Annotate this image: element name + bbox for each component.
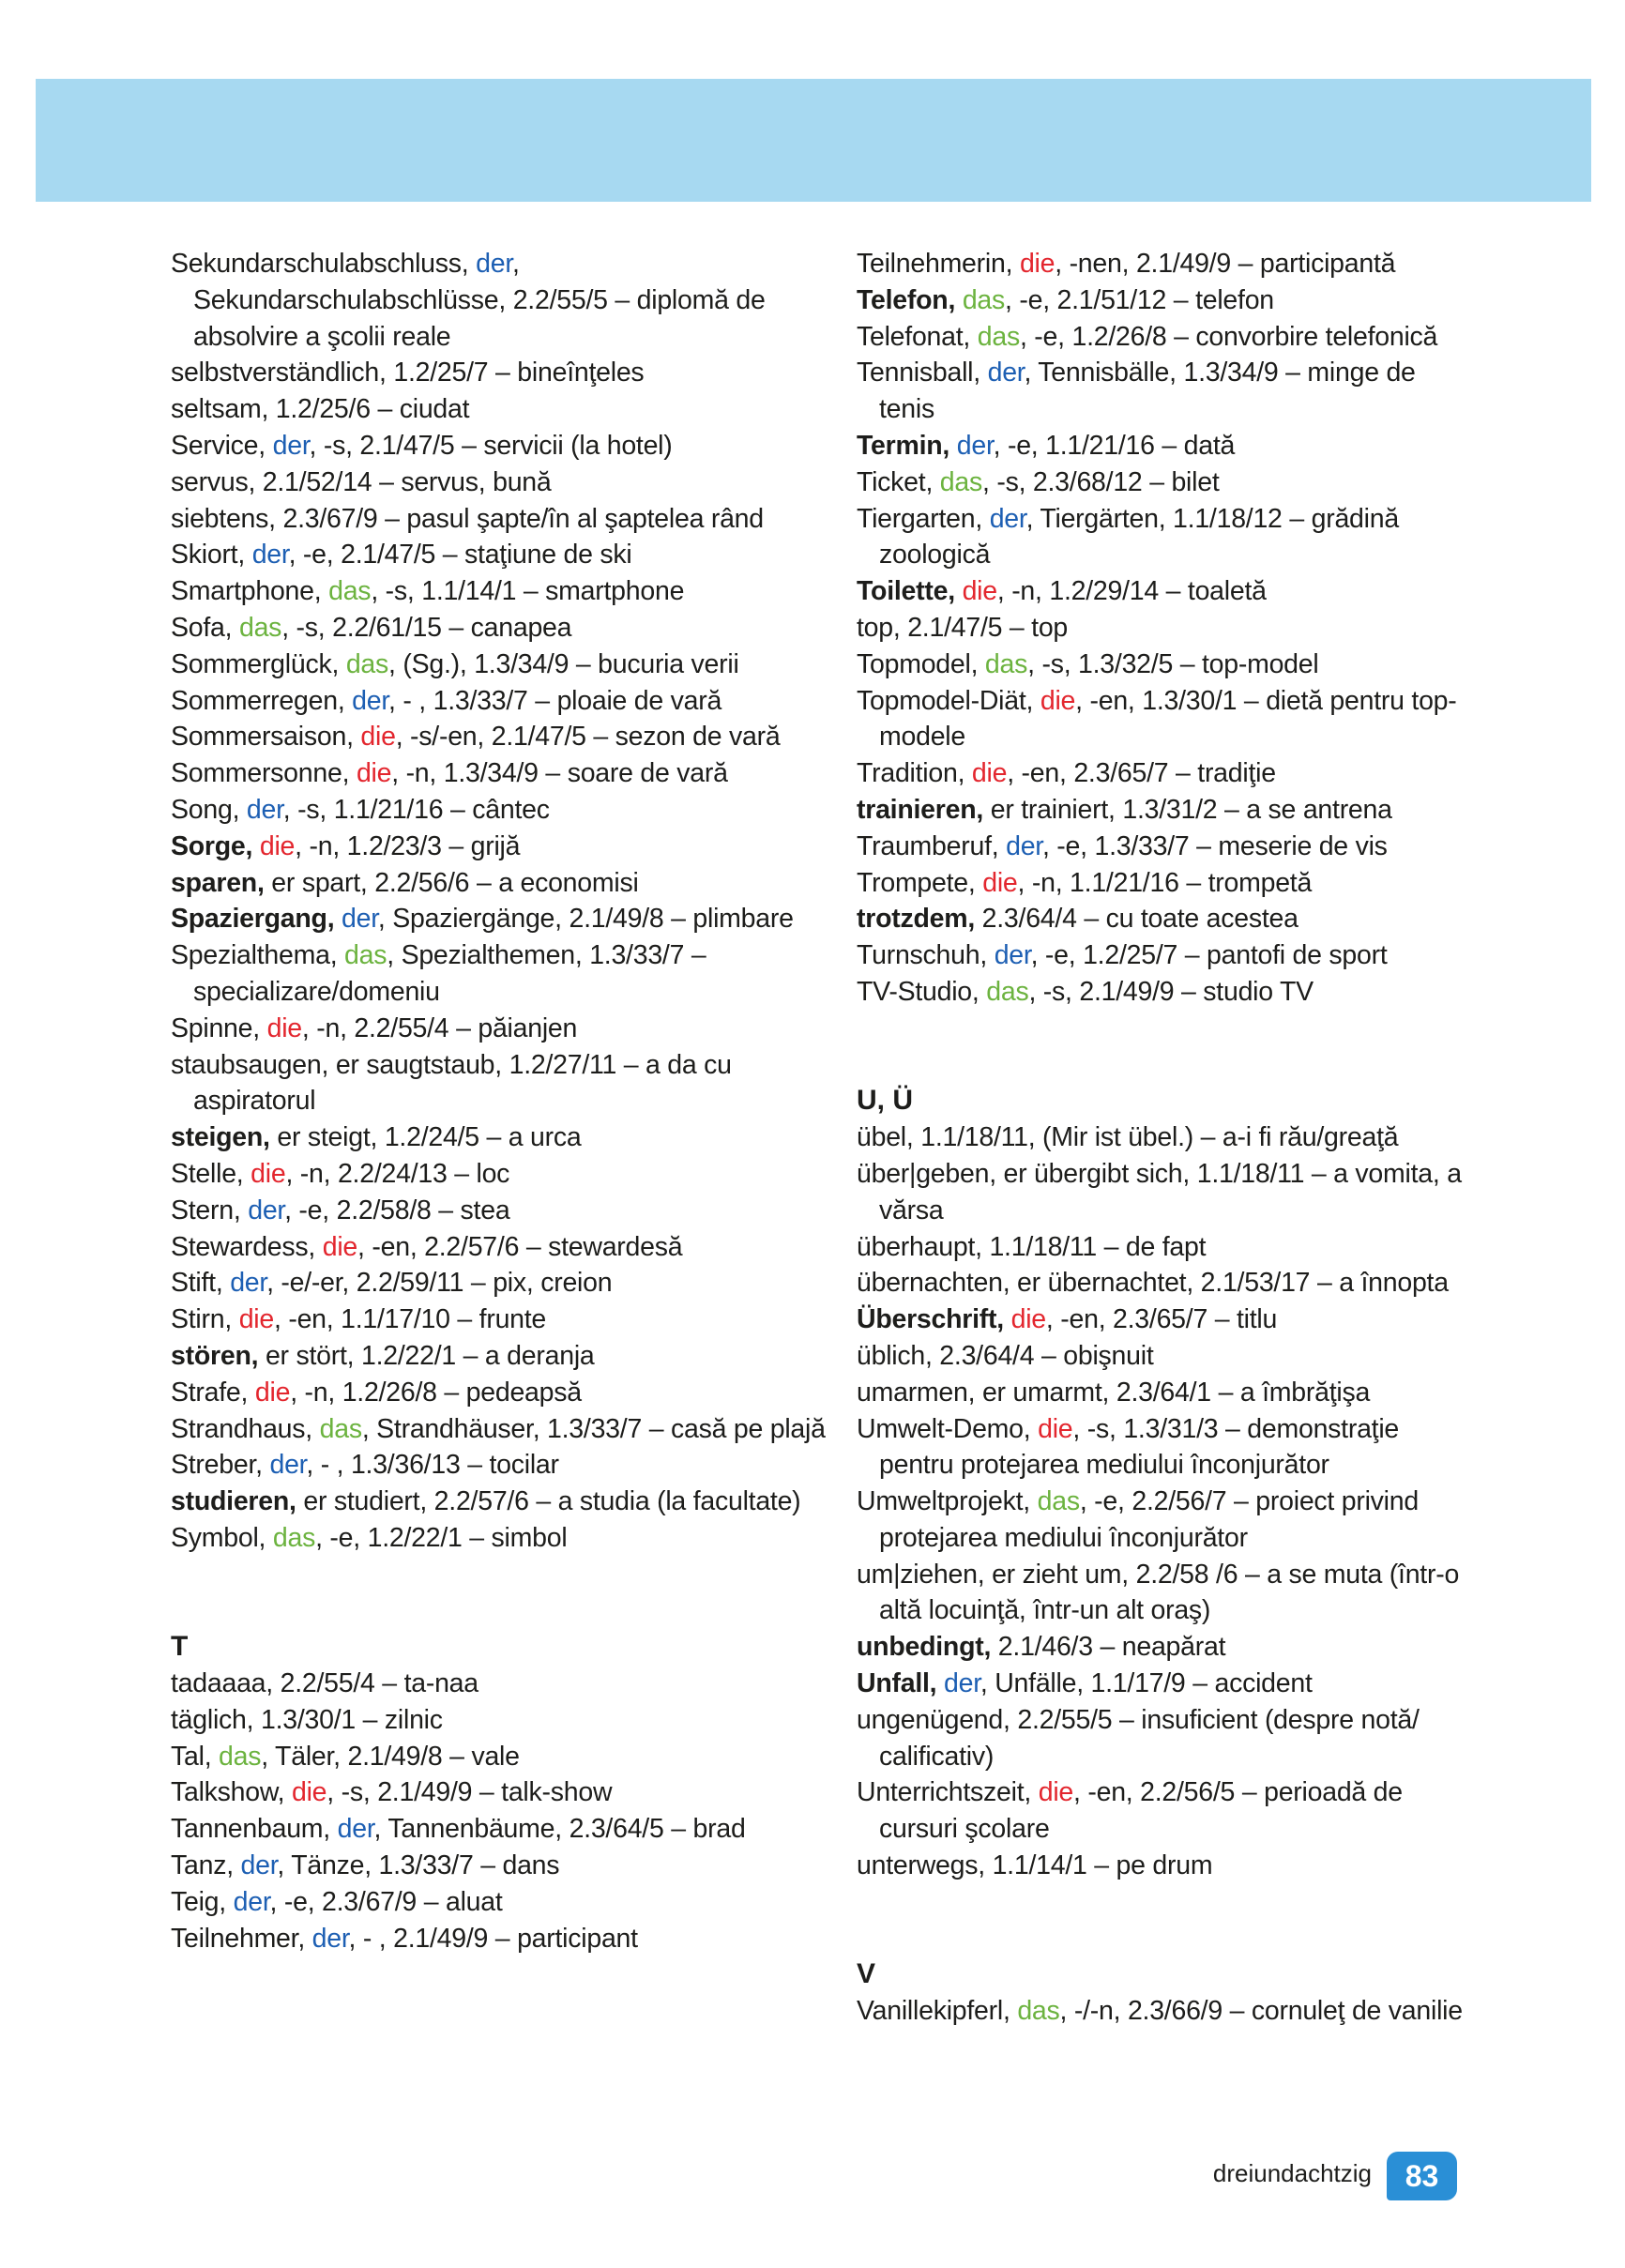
- glossary-entry: [857, 1156, 1466, 1229]
- definition: , Tiergärten, 1.1/18/12 – grădină zoologică: [879, 503, 1399, 571]
- definition: , -en, 1.1/17/10 – frunte: [274, 1304, 547, 1335]
- definition: , -n, 2.2/55/4 – păianjen: [301, 1012, 578, 1043]
- glossary-entry: [857, 610, 1466, 647]
- headword: um|ziehen: [857, 1559, 978, 1590]
- headword: Stirn: [171, 1304, 225, 1335]
- glossary-entry: [857, 1666, 1466, 1702]
- definition: , -s, 2.1/47/5 – servicii (la hotel): [309, 430, 673, 461]
- article-das: das: [272, 1522, 316, 1553]
- right-column: [857, 246, 1466, 2030]
- glossary-entry: [857, 1265, 1466, 1301]
- definition: , -s, 1.1/14/1 – smartphone: [371, 576, 685, 607]
- glossary-entry: [857, 282, 1466, 319]
- definition: , Tannenbäume, 2.3/64/5 – brad: [373, 1814, 746, 1845]
- headword: unterwegs: [857, 1850, 979, 1881]
- headword: täglich: [171, 1704, 247, 1735]
- headword: Überschrift,: [857, 1304, 1004, 1335]
- definition: , -s, 2.1/49/9 – studio TV: [1028, 976, 1314, 1007]
- definition: , -s, 2.1/49/9 – talk-show: [327, 1777, 613, 1808]
- headword: Skiort: [171, 540, 238, 571]
- article-der: der: [956, 430, 994, 461]
- headword: stören,: [171, 1340, 259, 1371]
- definition: , -e, 2.1/47/5 – staţiune de ski: [288, 540, 632, 571]
- definition: , -en, 2.3/65/7 – titlu: [1045, 1304, 1278, 1335]
- definition: 2.1/46/3 – neapărat: [991, 1632, 1226, 1663]
- glossary-entry: [171, 1666, 828, 1702]
- headword: steigen,: [171, 1122, 270, 1153]
- definition: , -e, 2.1/51/12 – telefon: [1005, 284, 1274, 315]
- headword: Trompete: [857, 867, 968, 898]
- definition: , -n, 2.2/24/13 – loc: [285, 1158, 510, 1189]
- glossary-entry: Unterrichtszeit, die, -en, 2.2/56/5 – perioadă de cursuri şcolare: [857, 1777, 1403, 1845]
- glossary-entry: [171, 865, 828, 902]
- headword: Talkshow: [171, 1777, 278, 1808]
- glossary-entry: [171, 355, 828, 391]
- glossary-entry: Sekundarschulabschluss, der, Sekundarschulabschlüsse, 2.2/55/5 – diplomă de absolvire a şcolii reale: [171, 249, 766, 352]
- headword: Ticket: [857, 466, 926, 497]
- definition: , Unfälle, 1.1/17/9 – accident: [980, 1668, 1313, 1699]
- definition: , 1.1/18/11, (Mir ist übel.) – a-i fi rău/greaţă: [905, 1122, 1399, 1153]
- article-die: die: [1040, 685, 1076, 716]
- glossary-entry: Tanz, der, Tänze, 1.3/33/7 – dans: [171, 1850, 560, 1881]
- glossary-entry: Strafe, die, -n, 1.2/26/8 – pedeapsă: [171, 1377, 582, 1408]
- glossary-entry: Umweltprojekt, das, -e, 2.2/56/7 – proiect privind protejarea mediului înconjurător: [857, 1486, 1419, 1553]
- headword: Sommerglück: [171, 648, 332, 679]
- definition: , er umarmt, 2.3/64/1 – a îmbrăţişa: [967, 1377, 1371, 1408]
- definition: er steigt, 1.2/24/5 – a urca: [269, 1122, 582, 1153]
- headword: Turnschuh: [857, 940, 980, 971]
- article-das: das: [238, 612, 282, 643]
- article-die: die: [238, 1304, 274, 1335]
- definition: , -/-n, 2.3/66/9 – cornuleţ de vanilie: [1059, 1996, 1463, 2027]
- article-das: das: [219, 1741, 262, 1772]
- headword: Spezialthema: [171, 940, 330, 971]
- definition: , -e, 2.2/56/7 – proiect privind protejarea mediului înconjurător: [879, 1486, 1419, 1553]
- definition: , -e, 1.2/22/1 – simbol: [315, 1522, 568, 1553]
- glossary-entry: [857, 901, 1466, 937]
- headword: Tal: [171, 1741, 205, 1772]
- article-der: der: [311, 1923, 349, 1954]
- glossary-entry: Tennisball, der, Tennisbälle, 1.3/34/9 – minge de tenis: [857, 358, 1416, 425]
- article-das: das: [319, 1413, 362, 1444]
- page-number-badge: 83: [1387, 2152, 1457, 2200]
- glossary-entry: Streber, der, - , 1.3/36/13 – tocilar: [171, 1450, 559, 1481]
- glossary-entry: Turnschuh, der, -e, 1.2/25/7 – pantofi de sport: [857, 940, 1388, 971]
- article-das: das: [328, 576, 372, 607]
- definition: , er übergibt sich, 1.1/18/11 – a vomita, a vărsa: [879, 1158, 1462, 1225]
- article-das: das: [1017, 1996, 1060, 2027]
- definition: , - , 1.3/36/13 – tocilar: [306, 1450, 559, 1481]
- definition: , (Sg.), 1.3/34/9 – bucuria verii: [388, 648, 739, 679]
- glossary-entry: Traumberuf, der, -e, 1.3/33/7 – meserie de vis: [857, 830, 1388, 861]
- article-die: die: [1010, 1304, 1046, 1335]
- headword: überhaupt: [857, 1231, 976, 1262]
- article-der: der: [240, 1850, 278, 1881]
- headword: sparen,: [171, 867, 265, 898]
- headword: Tanz: [171, 1850, 227, 1881]
- headword: Sommersaison: [171, 722, 347, 753]
- glossary-entry: Vanillekipferl, das, -/-n, 2.3/66/9 – cornuleţ de vanilie: [857, 1996, 1463, 2027]
- entries-s: [171, 246, 828, 1557]
- article-der: der: [352, 685, 389, 716]
- headword: Song: [171, 794, 233, 825]
- glossary-entry: [171, 1119, 828, 1156]
- article-die: die: [259, 830, 296, 861]
- article-das: das: [986, 976, 1029, 1007]
- definition: , er übernachtet, 2.1/53/17 – a înnopta: [1002, 1268, 1449, 1299]
- glossary-entry: [171, 1338, 828, 1375]
- glossary-entry: Trompete, die, -n, 1.1/21/16 – trompetă: [857, 867, 1313, 898]
- headword: TV-Studio: [857, 976, 972, 1007]
- definition: , -n, 1.2/23/3 – grijă: [295, 830, 521, 861]
- definition: , -nen, 2.1/49/9 – participantă: [1055, 249, 1396, 279]
- article-der: der: [251, 540, 289, 571]
- definition: , -n, 1.3/34/9 – soare de vară: [391, 758, 728, 789]
- headword: Telefonat: [857, 321, 964, 352]
- definition: , -e, 1.1/21/16 – dată: [993, 430, 1236, 461]
- headword: Stern: [171, 1195, 234, 1225]
- definition: , -s, 1.3/32/5 – top-model: [1027, 648, 1319, 679]
- definition: , Sekundarschulabschlüsse, 2.2/55/5 – diplomă de absolvire a şcolii reale: [193, 249, 766, 352]
- article-der: der: [246, 794, 283, 825]
- definition: , -s, 2.2/61/15 – canapea: [281, 612, 572, 643]
- glossary-entry: Talkshow, die, -s, 2.1/49/9 – talk-show: [171, 1777, 613, 1808]
- article-der: der: [476, 249, 512, 279]
- definition: 2.3/64/4 – cu toate acestea: [975, 904, 1298, 935]
- article-die: die: [251, 1158, 286, 1189]
- definition: , Strandhäuser, 1.3/33/7 – casă pe plajă: [361, 1413, 826, 1444]
- headword: Traumberuf: [857, 830, 992, 861]
- article-die: die: [254, 1377, 291, 1408]
- article-die: die: [982, 867, 1018, 898]
- headword: über|geben: [857, 1158, 990, 1189]
- glossary-entry: [171, 391, 828, 428]
- section-heading-t: T: [171, 1631, 189, 1663]
- glossary-entry: Sommerregen, der, - , 1.3/33/7 – ploaie de vară: [171, 685, 722, 716]
- article-die: die: [1038, 1413, 1073, 1444]
- headword: Tiergarten: [857, 503, 976, 534]
- article-der: der: [248, 1195, 285, 1225]
- definition: er studiert, 2.2/57/6 – a studia (la facultate): [296, 1486, 801, 1517]
- headword: seltsam: [171, 394, 262, 425]
- headword: Unfall,: [857, 1668, 937, 1699]
- definition: er stört, 1.2/22/1 – a deranja: [258, 1340, 595, 1371]
- glossary-entry: Sommersonne, die, -n, 1.3/34/9 – soare de vară: [171, 758, 728, 789]
- definition: , -s, 1.3/31/3 – demonstraţie pentru protejarea mediului înconjurător: [879, 1413, 1400, 1481]
- article-der: der: [272, 430, 310, 461]
- glossary-entry: Tal, das, Täler, 2.1/49/8 – vale: [171, 1741, 520, 1772]
- glossary-entry: Stelle, die, -n, 2.2/24/13 – loc: [171, 1158, 510, 1189]
- definition: , -e, 2.3/67/9 – aluat: [269, 1886, 503, 1917]
- glossary-entry: Symbol, das, -e, 1.2/22/1 – simbol: [171, 1522, 568, 1553]
- glossary-entry: [857, 428, 1466, 464]
- entries-t-continued: [857, 246, 1466, 1011]
- definition: , -e, 2.2/58/8 – stea: [284, 1195, 510, 1225]
- definition: , -e, 1.2/25/7 – pantofi de sport: [1030, 940, 1388, 971]
- glossary-entry: [857, 792, 1466, 829]
- article-der: der: [342, 904, 378, 935]
- spacer: [857, 1011, 1466, 1084]
- glossary-entry: Tannenbaum, der, Tannenbäume, 2.3/64/5 – brad: [171, 1814, 746, 1845]
- glossary-entry: Strandhaus, das, Strandhäuser, 1.3/33/7 – casă pe plajă: [171, 1413, 826, 1444]
- article-das: das: [344, 940, 387, 971]
- headword: Unterrichtszeit: [857, 1777, 1025, 1808]
- definition: er trainiert, 1.3/31/2 – a se antrena: [983, 794, 1392, 825]
- headword: Termin,: [857, 430, 950, 461]
- left-column: [171, 246, 828, 1956]
- glossary-entry: [857, 1702, 1466, 1775]
- glossary-entry: Teig, der, -e, 2.3/67/9 – aluat: [171, 1886, 503, 1917]
- definition: , Tänze, 1.3/33/7 – dans: [277, 1850, 560, 1881]
- glossary-entry: [171, 901, 828, 937]
- definition: , Täler, 2.1/49/8 – vale: [261, 1741, 520, 1772]
- definition: , -en, 2.2/57/6 – stewardesă: [357, 1231, 683, 1262]
- headword: umarmen: [857, 1377, 968, 1408]
- glossary-entry: Skiort, der, -e, 2.1/47/5 – staţiune de ski: [171, 540, 632, 571]
- headword: Vanillekipferl: [857, 1996, 1003, 2027]
- headword: Symbol: [171, 1522, 259, 1553]
- headword: Service: [171, 430, 259, 461]
- headword: tadaaaa,: [171, 1668, 273, 1699]
- definition: , 1.3/30/1 – zilnic: [246, 1704, 443, 1735]
- glossary-entry: [857, 1375, 1466, 1411]
- definition: , -n, 1.1/21/16 – trompetă: [1017, 867, 1313, 898]
- headword: Streber: [171, 1450, 256, 1481]
- glossary-entry: Stewardess, die, -en, 2.2/57/6 – stewardesă: [171, 1231, 683, 1262]
- definition: , 2.3/64/4 – obişnuit: [924, 1340, 1154, 1371]
- article-die: die: [292, 1777, 327, 1808]
- definition: , -s, 2.3/68/12 – bilet: [982, 466, 1220, 497]
- article-der: der: [994, 940, 1031, 971]
- headword: Sekundarschulabschluss: [171, 249, 462, 279]
- headword: Sofa: [171, 612, 225, 643]
- glossary-entry: Topmodel-Diät, die, -en, 1.3/30/1 – dietă pentru top-modele: [857, 685, 1457, 753]
- definition: , -en, 2.3/65/7 – tradiţie: [1007, 758, 1276, 789]
- headword: Sorge,: [171, 830, 253, 861]
- entries-t: [171, 1666, 828, 1956]
- definition: , -e, 1.3/33/7 – meserie de vis: [1041, 830, 1388, 861]
- headword: Strafe: [171, 1377, 241, 1408]
- article-die: die: [1038, 1777, 1074, 1808]
- definition: , Spaziergänge, 2.1/49/8 – plimbare: [377, 904, 794, 935]
- headword: übel: [857, 1122, 906, 1153]
- glossary-entry: Service, der, -s, 2.1/47/5 – servicii (la hotel): [171, 430, 673, 461]
- headword: Stelle: [171, 1158, 236, 1189]
- entries-v: [857, 1993, 1466, 2030]
- headword: Smartphone: [171, 576, 314, 607]
- headword: Stewardess: [171, 1231, 309, 1262]
- headword: Umweltprojekt: [857, 1486, 1024, 1517]
- glossary-entry: Tiergarten, der, Tiergärten, 1.1/18/12 – grădină zoologică: [857, 503, 1399, 571]
- headword: üblich: [857, 1340, 925, 1371]
- glossary-entry: [857, 1301, 1466, 1338]
- definition: , 2.1/52/14 – servus, bună: [248, 466, 552, 497]
- definition: , -s, 1.1/21/16 – cântec: [282, 794, 550, 825]
- article-die: die: [356, 758, 392, 789]
- headword: siebtens: [171, 503, 269, 534]
- headword: Tennisball: [857, 358, 974, 388]
- article-die: die: [971, 758, 1008, 789]
- article-das: das: [345, 648, 389, 679]
- article-der: der: [1006, 830, 1042, 861]
- headword: übernachten: [857, 1268, 1003, 1299]
- glossary-entry: Stift, der, -e/-er, 2.2/59/11 – pix, creion: [171, 1268, 613, 1299]
- headword: trainieren,: [857, 794, 984, 825]
- glossary-entry: [857, 1848, 1466, 1884]
- article-die: die: [360, 722, 396, 753]
- headword: Spaziergang,: [171, 904, 335, 935]
- glossary-entry: [857, 1629, 1466, 1666]
- headword: Strandhaus: [171, 1413, 306, 1444]
- glossary-entry: [171, 464, 828, 501]
- article-der: der: [987, 358, 1025, 388]
- page-number-word: dreiundachtzig: [1212, 2159, 1372, 2187]
- headword: unbedingt,: [857, 1632, 992, 1663]
- definition: , -en, 1.3/30/1 – dietă pentru top-modele: [879, 685, 1457, 753]
- definition: , 1.1/14/1 – pe drum: [978, 1850, 1213, 1881]
- headword: staubsaugen: [171, 1049, 322, 1080]
- glossary-entry: Ticket, das, -s, 2.3/68/12 – bilet: [857, 466, 1220, 497]
- glossary-entry: Teilnehmerin, die, -nen, 2.1/49/9 – participantă: [857, 249, 1396, 279]
- glossary-entry: Teilnehmer, der, - , 2.1/49/9 – participant: [171, 1923, 638, 1954]
- glossary-entry: Stern, der, -e, 2.2/58/8 – stea: [171, 1195, 510, 1225]
- headword: servus: [171, 466, 249, 497]
- glossary-entry: Tradition, die, -en, 2.3/65/7 – tradiţie: [857, 758, 1276, 789]
- headword: Stift: [171, 1268, 216, 1299]
- glossary-entry: Smartphone, das, -s, 1.1/14/1 – smartphone: [171, 576, 685, 607]
- glossary-entry: Sommersaison, die, -s/-en, 2.1/47/5 – sezon de vară: [171, 722, 781, 753]
- definition: er spart, 2.2/56/6 – a economisi: [264, 867, 639, 898]
- article-die: die: [1019, 249, 1055, 279]
- glossary-entry: Umwelt-Demo, die, -s, 1.3/31/3 – demonstraţie pentru protejarea mediului înconjurător: [857, 1413, 1400, 1481]
- headword: Sommersonne: [171, 758, 342, 789]
- definition: , 2.1/47/5 – top: [892, 612, 1069, 643]
- glossary-entry: [171, 1702, 828, 1739]
- article-der: der: [233, 1886, 270, 1917]
- headword: Teig: [171, 1886, 220, 1917]
- glossary-entry: [857, 573, 1466, 610]
- definition: , - , 1.3/33/7 – ploaie de vară: [388, 685, 722, 716]
- definition: , Spezialthemen, 1.3/33/7 – specializare/domeniu: [193, 940, 706, 1007]
- article-das: das: [939, 466, 982, 497]
- glossary-entry: [857, 1229, 1466, 1266]
- glossary-entry: [857, 1557, 1466, 1630]
- headword: Teilnehmerin: [857, 249, 1006, 279]
- article-das: das: [984, 648, 1028, 679]
- headword: ungenügend: [857, 1704, 1004, 1735]
- article-das: das: [1037, 1486, 1080, 1517]
- glossary-entry: Stirn, die, -en, 1.1/17/10 – frunte: [171, 1304, 547, 1335]
- spacer: [171, 1557, 828, 1630]
- glossary-entry: TV-Studio, das, -s, 2.1/49/9 – studio TV: [857, 976, 1314, 1007]
- entries-u: [857, 1119, 1466, 1884]
- definition: , er zieht um, 2.2/58 /6 – a se muta (într-o altă locuinţă, într-un alt oraş): [879, 1559, 1460, 1626]
- glossary-entry: Sofa, das, -s, 2.2/61/15 – canapea: [171, 612, 572, 643]
- headword: studieren,: [171, 1486, 296, 1517]
- definition: , -n, 1.2/26/8 – pedeapsă: [290, 1377, 582, 1408]
- definition: , 2.2/55/5 – insuficient (despre notă/ calificativ): [879, 1704, 1420, 1772]
- headword: Tradition: [857, 758, 958, 789]
- definition: , -e/-er, 2.2/59/11 – pix, creion: [266, 1268, 613, 1299]
- definition: , 1.1/18/11 – de fapt: [975, 1231, 1207, 1262]
- article-der: der: [337, 1814, 374, 1845]
- definition: , -e, 1.2/26/8 – convorbire telefonică: [1019, 321, 1438, 352]
- glossary-entry: Spezialthema, das, Spezialthemen, 1.3/33/7 – specializare/domeniu: [171, 940, 706, 1007]
- glossary-entry: [171, 829, 828, 865]
- article-der: der: [944, 1668, 980, 1699]
- headword: Spinne: [171, 1012, 253, 1043]
- section-heading-u: U, Ü: [857, 1085, 913, 1117]
- definition: 2.2/55/4 – ta-naa: [272, 1668, 478, 1699]
- headword: selbstverständlich: [171, 358, 380, 388]
- headword: trotzdem,: [857, 904, 975, 935]
- definition: , -s/-en, 2.1/47/5 – sezon de vară: [395, 722, 781, 753]
- definition: , er saugtstaub, 1.2/27/11 – a da cu aspiratorul: [193, 1049, 732, 1117]
- article-die: die: [322, 1231, 358, 1262]
- headword: Topmodel-Diät: [857, 685, 1026, 716]
- definition: , 1.2/25/7 – bineînţeles: [379, 358, 645, 388]
- section-heading-v: V: [857, 1958, 876, 1990]
- glossary-entry: Topmodel, das, -s, 1.3/32/5 – top-model: [857, 648, 1319, 679]
- headword: Umwelt-Demo: [857, 1413, 1024, 1444]
- glossary-entry: Spinne, die, -n, 2.2/55/4 – păianjen: [171, 1012, 578, 1043]
- article-der: der: [230, 1268, 267, 1299]
- definition: , 2.3/67/9 – pasul şapte/în al şaptelea rând: [268, 503, 764, 534]
- glossary-entry: [857, 1338, 1466, 1375]
- definition: , -n, 1.2/29/14 – toaletă: [996, 576, 1267, 607]
- glossary-entry: Telefonat, das, -e, 1.2/26/8 – convorbire telefonică: [857, 321, 1438, 352]
- headword: Tannenbaum: [171, 1814, 324, 1845]
- definition: , 1.2/25/6 – ciudat: [261, 394, 470, 425]
- headword: Toilette,: [857, 576, 955, 607]
- glossary-entry: Song, der, -s, 1.1/21/16 – cântec: [171, 794, 550, 825]
- definition: , - , 2.1/49/9 – participant: [348, 1923, 638, 1954]
- headword: Sommerregen: [171, 685, 338, 716]
- glossary-entry: [857, 1119, 1466, 1156]
- spacer: [857, 1884, 1466, 1957]
- article-die: die: [266, 1012, 302, 1043]
- headword: top: [857, 612, 893, 643]
- definition: , -en, 2.2/56/5 – perioadă de cursuri şcolare: [879, 1777, 1403, 1845]
- article-das: das: [977, 321, 1020, 352]
- definition: , Tennisbälle, 1.3/34/9 – minge de tenis: [879, 358, 1416, 425]
- headword: Telefon,: [857, 284, 956, 315]
- headword: Teilnehmer: [171, 1923, 298, 1954]
- glossary-entry: [171, 1484, 828, 1520]
- article-der: der: [269, 1450, 307, 1481]
- article-der: der: [989, 503, 1026, 534]
- header-banner: [36, 79, 1591, 202]
- article-die: die: [962, 576, 997, 607]
- headword: Topmodel: [857, 648, 971, 679]
- article-das: das: [962, 284, 1006, 315]
- glossary-entry: [171, 1047, 828, 1120]
- glossary-entry: Sommerglück, das, (Sg.), 1.3/34/9 – bucuria verii: [171, 648, 739, 679]
- glossary-entry: [171, 501, 828, 538]
